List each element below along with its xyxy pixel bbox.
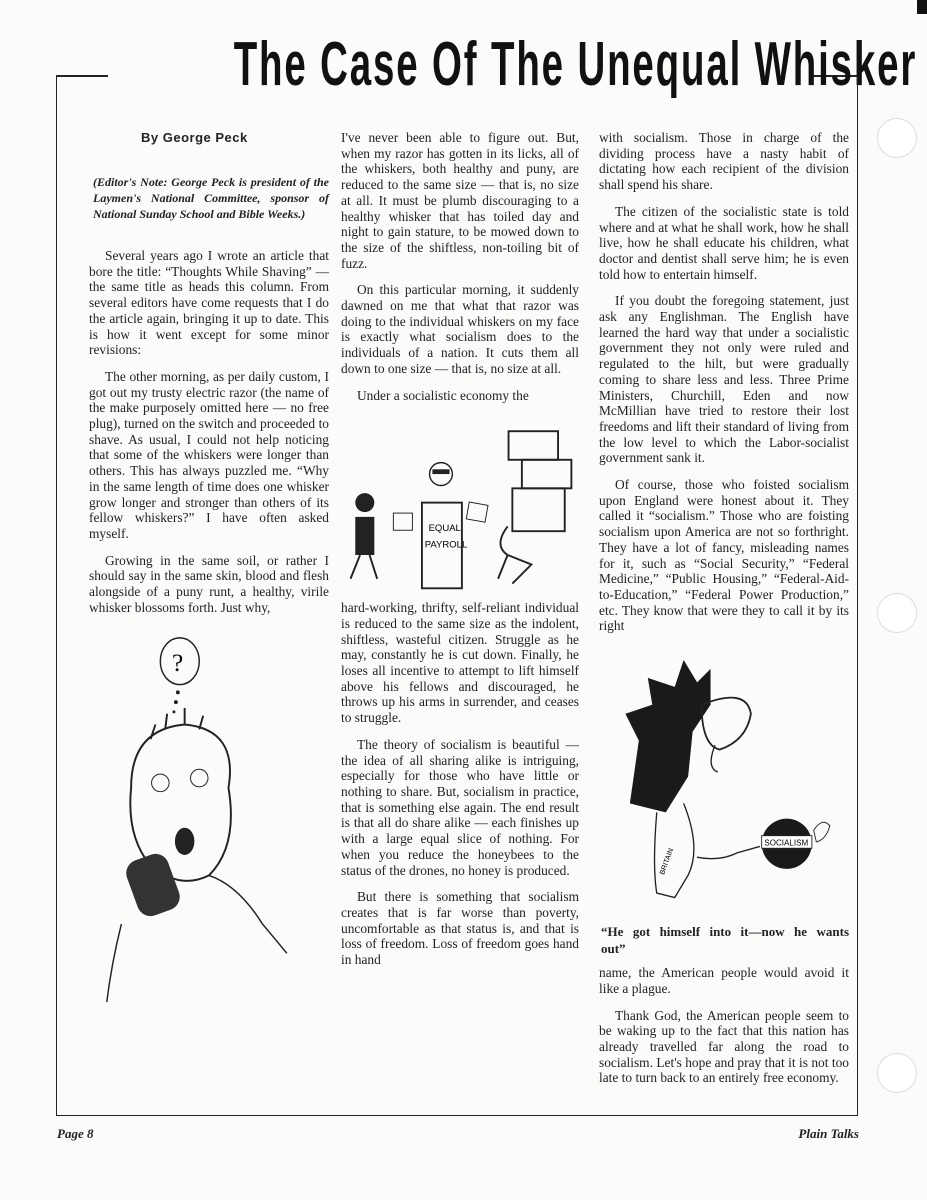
paragraph: The other morning, as per daily custom, I got out my trusty electric razor (the name of the make purposely omitted here — no free plug), turned on the switch and proceeded to shave. As usual, I could not help noticing that some of the whiskers were longer than others. This has always puzzled me. “Why in the same length of time does one whisker grow longer and stronger than others of its fellow whiskers?” I have often asked myself.: [89, 368, 329, 541]
paragraph: I've never been able to figure out. But, when my razor has gotten in its licks, all of the whiskers, both healthy and puny, are reduced to the same size — that is, no size at all. It must be plumb discouraging to a healthy whisker that has toiled day and night to gain stature, to be mowed down to the size of the shiftless, non-toiling bit of fuzz.: [341, 130, 579, 271]
editors-note: (Editor's Note: George Peck is president of the Laymen's National Committee, sponsor of National Sunday School and Bible Weeks.): [93, 175, 329, 221]
paragraph: The citizen of the socialistic state is told where and at what he shall work, how he shall live, how he shall educate his children, what doctor and dentist shall serve him; he is even told how to entertain himself.: [599, 203, 849, 282]
binder-hole: [877, 1053, 917, 1093]
paragraph: Under a socialistic economy the: [357, 387, 529, 403]
paragraph: Of course, those who foisted socialism upon England were honest about it. They called it “socialism.” Those who are foisting socialism upon America are not so forthright. They have a lot of fancy, misleading names for it, such as “Social Security,” “Federal Medicine,” “Public Housing,” “Federal-Aid-to-Education,” “Federal Power Production,” etc. They know that were they to call it by its right: [599, 477, 849, 634]
paragraph: On this particular morning, it suddenly dawned on me that what that razor was doing to the individual whiskers on my face is exactly what socialism does to the individuals of a nation. It cuts them all down to one size — that is, no size at all.: [341, 282, 579, 376]
paragraph: Thank God, the American people seem to be waking up to the fact that this nation has already travelled far along the road to socialism. Let's hope and pray that it is not too late to turn back to an entirely free economy.: [599, 1007, 849, 1086]
paragraph: hard-working, thrifty, self-reliant individual is reduced to the same size as the indolent, shiftless, wasteful citizen. Struggle as he may, constantly he is cut down. Finally, he loses all incentive to attempt to lift himself above his fellows and discouraged, he throws up his arms in surrender, and ceases to struggle.: [341, 600, 579, 726]
article-frame: [56, 76, 858, 1116]
paragraph: The theory of socialism is beautiful — the idea of all sharing alike is intriguing, especially for those who have little or nothing to share. But, socialism in practice, that is something else again. The end result is that all do share alike — each finishes up with a large equal slice of nothing. For when you reduce the honeybees to the status of the drones, no honey is produced.: [341, 736, 579, 878]
article-title: The Case Of The Unequal Whisker: [233, 30, 918, 99]
equal-payroll-cartoon: [341, 420, 579, 590]
page-number: Page 8: [57, 1126, 94, 1141]
british-lion-cartoon: [599, 651, 849, 911]
payroll-label: PAYROLL: [424, 539, 468, 551]
cartoon-caption: “He got himself into it—now he wants out”: [601, 924, 849, 957]
column-1: [89, 130, 329, 1012]
publication-name: Plain Talks: [798, 1126, 859, 1141]
footer: [0, 1116, 927, 1156]
ball-label: SOCIALISM: [764, 838, 809, 848]
paragraph: Growing in the same soil, or rather I should say in the same skin, blood and flesh alongside of a puny runt, a healthy, virile whisker blossoms forth. Just why,: [89, 552, 329, 615]
title-row: [0, 0, 927, 99]
paragraph: But there is something that socialism creates that is far worse than poverty, uncomfortable as that status is, and that is loss of freedom. Loss of freedom goes hand in hand: [341, 889, 579, 968]
payroll-label: EQUAL: [428, 523, 461, 535]
column-3: [599, 130, 849, 1097]
byline: By George Peck: [141, 130, 248, 145]
shaving-man-cartoon: [89, 632, 329, 1002]
paragraph: name, the American people would avoid it like a plague.: [599, 965, 849, 996]
column-2: [341, 130, 579, 979]
paragraph: If you doubt the foregoing statement, just ask any Englishman. The English have learned the hard way that under a socialistic government they not only were ruled and regulated to the hilt, but were gradually coming to share less and less. Three Prime Ministers, Churchill, Eden and now McMillian have tried to restore their lost freedoms and lift their standard of living from the low level to which the Labor-socialist government sank it.: [599, 293, 849, 466]
paragraph: Several years ago I wrote an article that bore the title: “Thoughts While Shaving” — the same title as heads this column. From several editors have come requests that I do the article again, bringing it up to date. This is how it went except for some minor revisions:: [89, 248, 329, 358]
binder-hole: [877, 593, 917, 633]
binder-hole: [877, 118, 917, 158]
paragraph: with socialism. Those in charge of the dividing process have a nasty habit of dictating how each recipient of the division shall spend his share.: [599, 130, 849, 193]
question-mark: ?: [172, 649, 184, 678]
lion-label: BRITAIN: [658, 847, 676, 876]
